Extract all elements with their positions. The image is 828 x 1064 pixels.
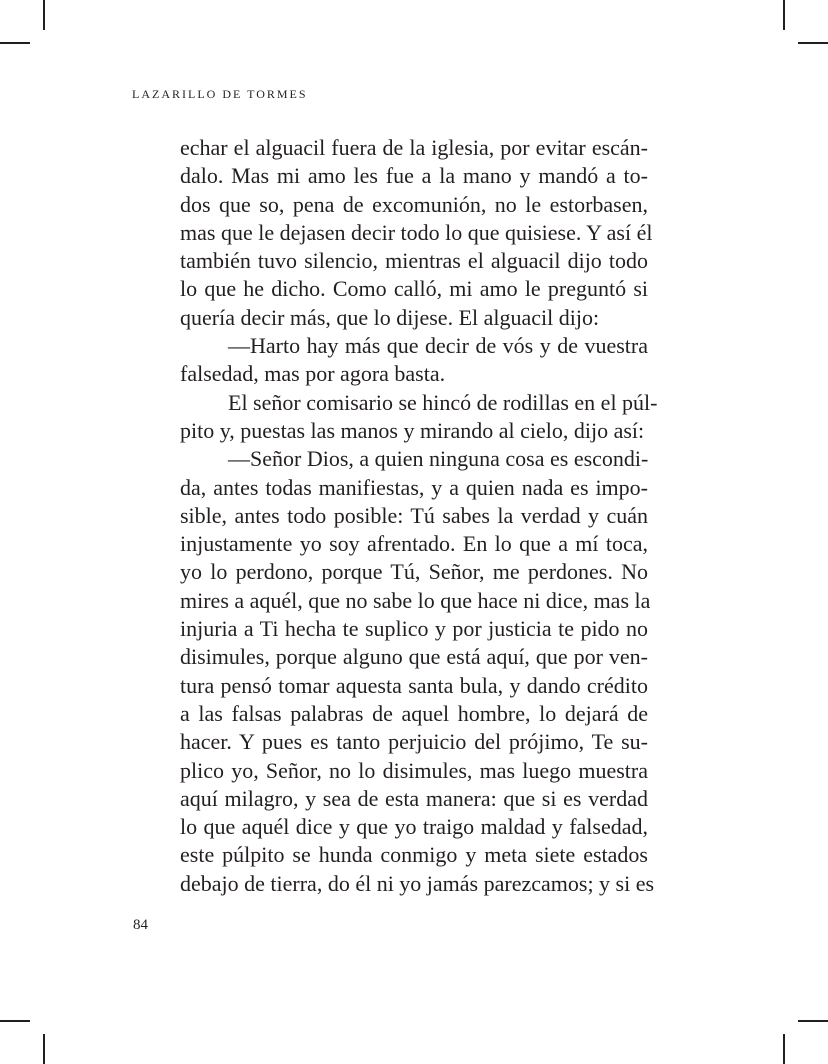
- text-line: a las falsas palabras de aquel hombre, lo dejará de: [180, 700, 648, 726]
- text-line: debajo de tierra, do él ni yo jamás parezcamos; y si es: [180, 870, 655, 896]
- text-line: —Señor Dios, a quien ninguna cosa es escondi-: [228, 446, 649, 472]
- text-line: dalo. Mas mi amo les fue a la mano y mandó a to-: [180, 163, 648, 189]
- crop-mark-bottom-left-vertical: [43, 1034, 45, 1064]
- crop-mark-top-right-horizontal: [798, 42, 828, 44]
- text-line: injustamente yo soy afrentado. En lo que a mí toca,: [180, 531, 648, 557]
- crop-mark-top-left-vertical: [43, 0, 45, 30]
- text-line: pito y, puestas las manos y mirando al cielo, dijo así:: [180, 417, 645, 443]
- text-line: sible, antes todo posible: Tú sabes la verdad y cuán: [180, 502, 648, 528]
- text-line: El señor comisario se hincó de rodillas en el púl-: [228, 389, 658, 415]
- text-line: da, antes todas manifiestas, y a quien nada es impo-: [180, 474, 648, 500]
- text-line: injuria a Ti hecha te suplico y por justicia te pido no: [180, 616, 648, 642]
- crop-mark-top-left-horizontal: [0, 42, 30, 44]
- crop-mark-bottom-right-horizontal: [798, 1020, 828, 1022]
- text-line: disimules, porque alguno que está aquí, que por ven-: [180, 644, 648, 670]
- text-line: mas que le dejasen decir todo lo que quisiese. Y así él: [180, 219, 653, 245]
- crop-mark-bottom-left-horizontal: [0, 1020, 30, 1022]
- text-line: hacer. Y pues es tanto perjuicio del prójimo, Te su-: [180, 729, 648, 755]
- text-line: —Harto hay más que decir de vós y de vuestra: [228, 333, 648, 359]
- text-line: este púlpito se hunda conmigo y meta siete estados: [180, 842, 648, 868]
- body-text: [180, 134, 658, 898]
- text-line: tura pensó tomar aquesta santa bula, y dando crédito: [180, 672, 648, 698]
- text-line: falsedad, mas por agora basta.: [180, 361, 446, 387]
- text-line: lo que aquél dice y que yo traigo maldad y falsedad,: [180, 814, 648, 840]
- crop-mark-bottom-right-vertical: [783, 1034, 785, 1064]
- text-line: dos que so, pena de excomunión, no le estorbasen,: [180, 191, 648, 217]
- text-line: plico yo, Señor, no lo disimules, mas luego muestra: [180, 757, 648, 783]
- page-number: 84: [133, 917, 148, 933]
- text-line: mires a aquél, que no sabe lo que hace ni dice, mas la: [180, 587, 651, 613]
- text-line: aquí milagro, y sea de esta manera: que si es verdad: [180, 785, 648, 811]
- text-line: también tuvo silencio, mientras el alguacil dijo todo: [180, 248, 648, 274]
- text-line: quería decir más, que lo dijese. El alguacil dijo:: [180, 304, 600, 330]
- text-line: echar el alguacil fuera de la iglesia, por evitar escán-: [180, 135, 648, 160]
- text-line: yo lo perdono, porque Tú, Señor, me perdones. No: [180, 559, 648, 585]
- crop-mark-top-right-vertical: [783, 0, 785, 30]
- running-head: LAZARILLO DE TORMES: [132, 87, 308, 101]
- text-line: lo que he dicho. Como calló, mi amo le preguntó si: [180, 276, 648, 302]
